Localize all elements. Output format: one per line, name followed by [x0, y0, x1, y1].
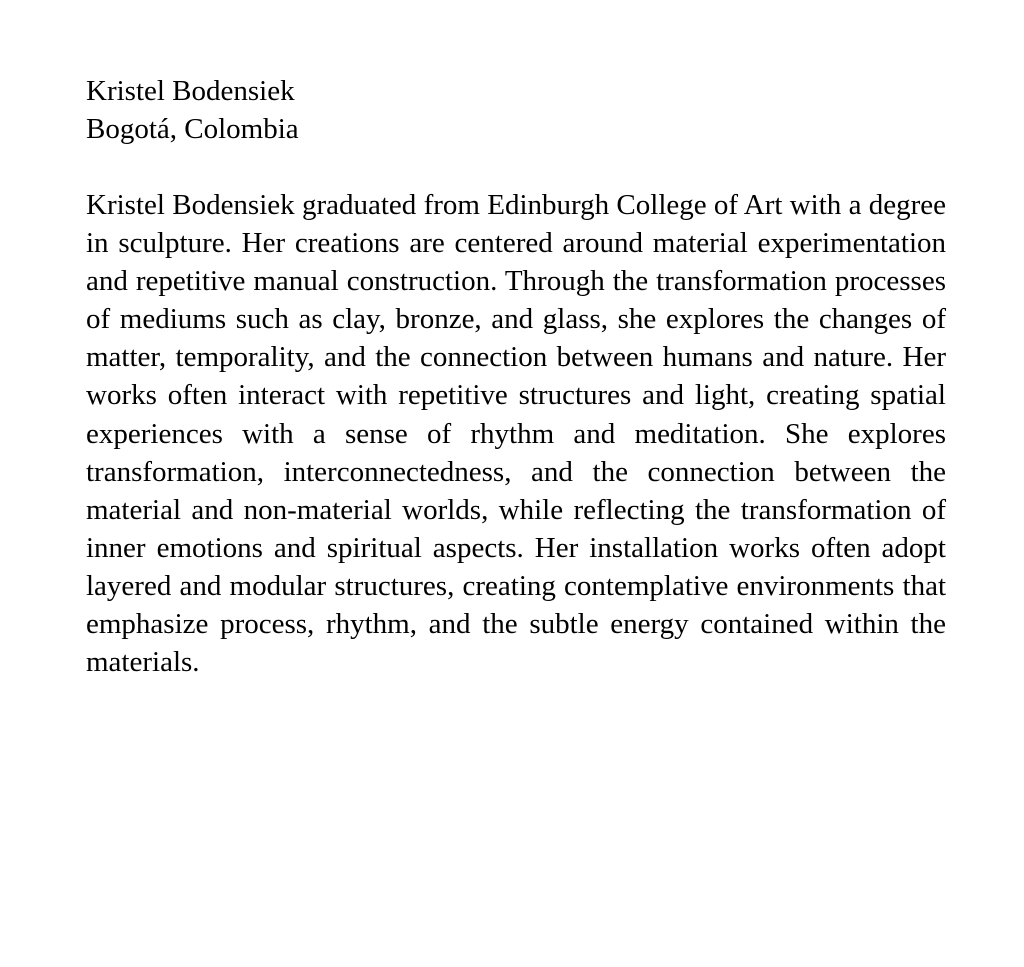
artist-name: Kristel Bodensiek — [86, 75, 295, 107]
artist-location: Bogotá, Colombia — [86, 113, 299, 145]
artist-bio: Kristel Bodensiek graduated from Edinburgh College of Art with a degree in sculpture. Her creations are centered around material experimentation and repetitive manual construction. Through the transformation processes of mediums such as clay, bronze, and glass, she explores the changes of matter, temporality, and the connection between humans and nature. Her works often interact with repetitive structures and light, creating spatial experiences with a sense of rhythm and meditation. She explores transformation, interconnectedness, and the connection between the material and non-material worlds, while reflecting the transformation of inner emotions and spiritual aspects. Her installation works often adopt layered and modular structures, creating contemplative environments that emphasize process, rhythm, and the subtle energy contained within the materials. — [86, 189, 946, 679]
artist-statement — [86, 72, 946, 681]
